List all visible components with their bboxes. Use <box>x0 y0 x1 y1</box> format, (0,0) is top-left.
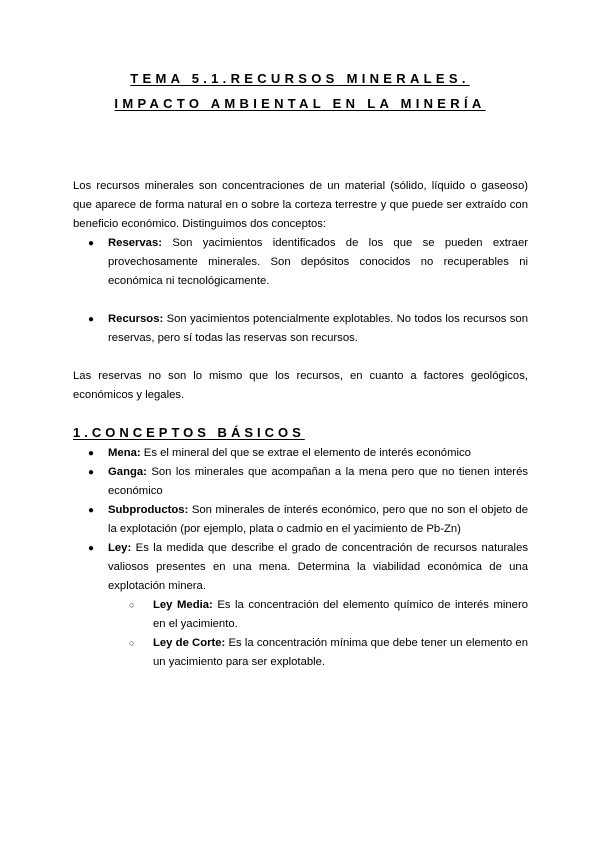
list-item-recursos <box>88 310 528 348</box>
term-ley: Ley: <box>108 542 132 554</box>
definition-ganga: Son los minerales que acompañan a la mena pero que no tienen interés económico <box>108 466 528 497</box>
definition-subproductos: Son minerales de interés económico, pero que no son el objeto de la explotación (por ejemplo, plata o cadmio en el yacimiento de Pb-Zn) <box>108 504 528 535</box>
term-recursos: Recursos: <box>108 313 164 325</box>
term-ley-media: Ley Media: <box>153 599 213 611</box>
circle-bullet-icon: ○ <box>129 638 135 648</box>
list-item-mena <box>88 444 528 463</box>
list-item-ley <box>88 539 528 672</box>
list-item-ganga <box>88 463 528 501</box>
note-paragraph: Las reservas no son lo mismo que los recursos, en cuanto a factores geológicos, económicos y legales. <box>73 370 528 401</box>
term-ley-de-corte: Ley de Corte: <box>153 637 226 649</box>
term-subproductos: Subproductos: <box>108 504 189 516</box>
circle-bullet-icon: ○ <box>129 600 135 610</box>
definition-ley-media: Es la concentración del elemento químico de interés minero en el yacimiento. <box>153 599 528 630</box>
basics-list <box>88 444 528 672</box>
definition-mena: Es el mineral del que se extrae el elemento de interés económico <box>140 447 471 459</box>
title-line-2: IMPACTO AMBIENTAL EN LA MINERÍA <box>114 96 486 111</box>
bullet-icon: ● <box>88 505 95 516</box>
list-item-reservas <box>88 234 528 291</box>
intro-paragraph: Los recursos minerales son concentraciones de un material (sólido, líquido o gaseoso) que aparece de forma natural en o sobre la corteza terrestre y que puede ser extraído con beneficio económico. Distinguimos dos conceptos: <box>73 180 528 230</box>
definition-recursos: Son yacimientos potencialmente explotables. No todos los recursos son reservas, pero sí todas las reservas son recursos. <box>108 313 528 344</box>
title-line-1: TEMA 5.1.RECURSOS MINERALES. <box>130 71 470 86</box>
bullet-icon: ● <box>88 448 95 459</box>
term-mena: Mena: <box>108 447 141 459</box>
section-heading: 1.CONCEPTOS BÁSICOS <box>73 425 305 440</box>
concepts-list <box>88 234 528 291</box>
bullet-icon: ● <box>88 543 95 554</box>
definition-ley: Es la medida que describe el grado de concentración de recursos naturales valiosos presentes en una mena. Determina la viabilidad económica de una explotación minera. <box>108 542 528 592</box>
definition-reservas: Son yacimientos identificados de los que se pueden extraer provechosamente minerales. Son depósitos conocidos no recuperables ni económica ni tecnológicamente. <box>108 237 528 287</box>
bullet-icon: ● <box>88 238 95 249</box>
list-item-ley-media <box>125 596 528 634</box>
ley-sublist <box>108 596 528 672</box>
list-item-ley-de-corte <box>125 634 528 672</box>
bullet-icon: ● <box>88 467 95 478</box>
definition-ley-de-corte: Es la concentración mínima que debe tener un elemento en un yacimiento para ser explotable. <box>153 637 528 668</box>
bullet-icon: ● <box>88 314 95 325</box>
term-reservas: Reservas: <box>108 237 163 249</box>
concepts-list-2 <box>88 310 528 348</box>
list-item-subproductos <box>88 501 528 539</box>
term-ganga: Ganga: <box>108 466 147 478</box>
